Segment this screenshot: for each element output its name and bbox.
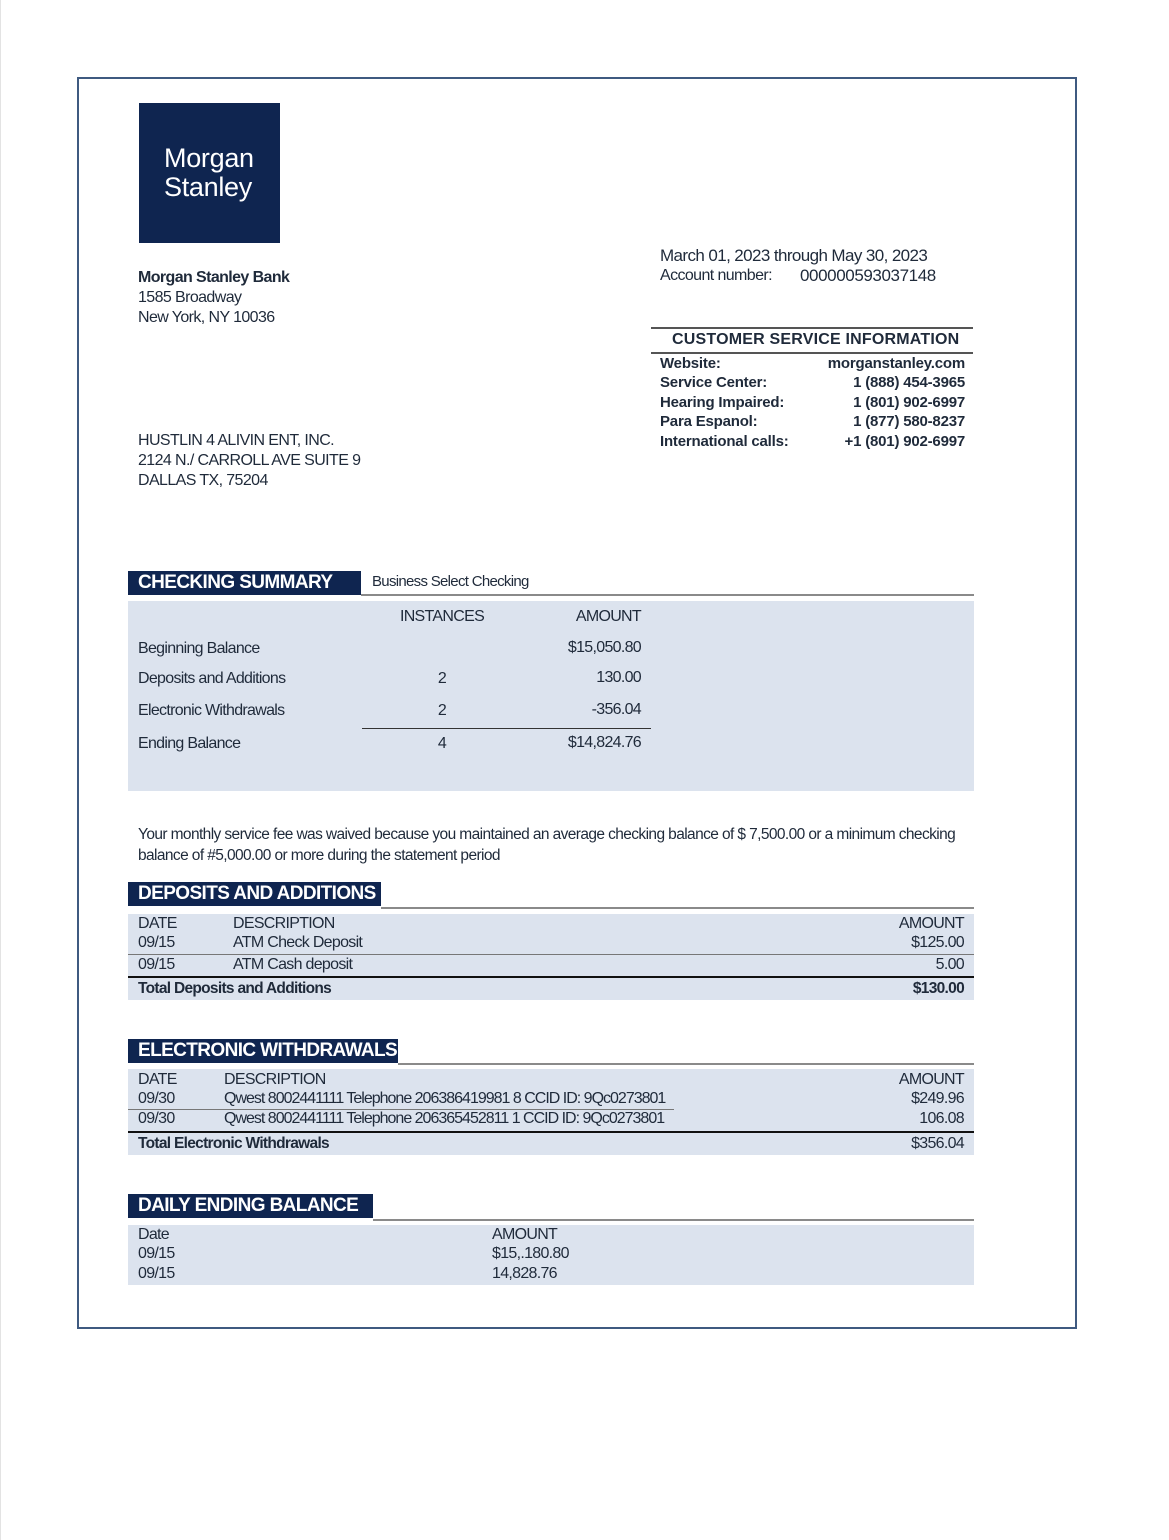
deposit-row-2-date: 09/15 xyxy=(138,956,175,973)
customer-service-row-hearing-impaired xyxy=(660,394,965,414)
summary-amount-deposits: 130.00 xyxy=(596,669,641,686)
customer-service-row-website xyxy=(660,355,965,375)
withdrawal-row-1-date: 09/30 xyxy=(138,1090,175,1107)
col-header-instances: INSTANCES xyxy=(399,608,485,625)
checking-product-name: Business Select Checking xyxy=(372,573,529,590)
daily-col-date: Date xyxy=(138,1226,169,1243)
deposit-row-1-date: 09/15 xyxy=(138,934,175,951)
withdrawals-col-description: DESCRIPTION xyxy=(224,1071,326,1088)
customer-address xyxy=(138,431,360,491)
deposits-total-amount: $130.00 xyxy=(912,980,964,997)
daily-balance-rule xyxy=(373,1219,974,1221)
logo-text-line1: Morgan xyxy=(164,143,254,173)
checking-summary-panel xyxy=(128,601,974,791)
bank-address xyxy=(138,268,289,328)
deposits-total-rule xyxy=(128,976,974,978)
daily-row-1-date: 09/15 xyxy=(138,1245,175,1262)
withdrawals-total-amount: $356.04 xyxy=(911,1135,964,1152)
daily-balance-header: DAILY ENDING BALANCE xyxy=(128,1194,373,1218)
customer-service-top-rule xyxy=(651,327,973,329)
summary-total-rule xyxy=(362,728,651,729)
deposit-row-2-description: ATM Cash deposit xyxy=(233,956,353,973)
cs-label: Para Espanol: xyxy=(660,413,758,430)
deposits-header: DEPOSITS AND ADDITIONS xyxy=(128,882,381,906)
customer-service-title: CUSTOMER SERVICE INFORMATION xyxy=(672,331,960,348)
bank-name: Morgan Stanley Bank xyxy=(138,269,290,286)
deposits-rule xyxy=(381,907,974,909)
withdrawal-row-2-date: 09/30 xyxy=(138,1110,175,1127)
customer-service-row-service-center xyxy=(660,374,965,394)
page-edge xyxy=(0,0,1,1540)
summary-label-ending: Ending Balance xyxy=(138,735,241,752)
summary-instances-deposits: 2 xyxy=(437,670,447,687)
summary-instances-ending: 4 xyxy=(437,735,447,752)
bank-city: New York, NY 10036 xyxy=(138,309,275,326)
cs-label: Service Center: xyxy=(660,374,768,391)
summary-amount-ending: $14,824.76 xyxy=(567,734,641,751)
customer-service-row-para-espanol xyxy=(660,413,965,433)
deposits-row-divider xyxy=(128,954,974,955)
withdrawal-row-2-amount: 106.08 xyxy=(919,1110,964,1127)
withdrawals-col-amount: AMOUNT xyxy=(898,1071,964,1088)
logo-text-line2: Stanley xyxy=(164,172,252,202)
cs-value: 1 (801) 902-6997 xyxy=(853,394,965,411)
customer-service-row-international xyxy=(660,433,965,453)
summary-amount-withdrawals: -356.04 xyxy=(591,701,641,718)
daily-row-1-amount: $15,.180.80 xyxy=(492,1245,569,1262)
deposits-col-description: DESCRIPTION xyxy=(233,915,335,932)
withdrawal-row-1-description: Qwest 8002441111 Telephone 206386419981 8 CCID ID: 9Qc0273801 xyxy=(224,1090,666,1107)
summary-amount-beginning: $15,050.80 xyxy=(567,639,641,656)
account-number-label: Account number: xyxy=(660,267,772,284)
account-number-value: 000000593037148 xyxy=(800,266,936,285)
cs-value: 1 (877) 580-8237 xyxy=(853,413,965,430)
deposits-col-amount: AMOUNT xyxy=(898,915,964,932)
customer-street: 2124 N./ CARROLL AVE SUITE 9 xyxy=(138,452,361,469)
summary-label-deposits: Deposits and Additions xyxy=(138,670,286,687)
cs-value: +1 (801) 902-6997 xyxy=(844,433,965,450)
deposits-total-label: Total Deposits and Additions xyxy=(138,980,332,997)
service-fee-note: Your monthly service fee was waived because you maintained an average checking balance of $ 7,500.00 or a minimum checking balance of #5,000.00 or more during the statement period xyxy=(138,826,956,864)
withdrawals-col-date: DATE xyxy=(138,1071,177,1088)
withdrawals-rule xyxy=(398,1063,974,1065)
deposit-row-1-amount: $125.00 xyxy=(911,934,964,951)
withdrawal-row-1-amount: $249.96 xyxy=(911,1090,964,1107)
summary-instances-withdrawals: 2 xyxy=(437,702,447,719)
customer-city: DALLAS TX, 75204 xyxy=(138,472,268,489)
morgan-stanley-logo xyxy=(139,103,280,243)
cs-label: Hearing Impaired: xyxy=(660,394,785,411)
bank-street: 1585 Broadway xyxy=(138,289,242,306)
statement-period: March 01, 2023 through May 30, 2023 xyxy=(660,246,928,265)
deposit-row-2-amount: 5.00 xyxy=(935,956,964,973)
deposit-row-1-description: ATM Check Deposit xyxy=(233,934,363,951)
cs-label: Website: xyxy=(660,355,721,372)
checking-summary-rule xyxy=(361,594,974,596)
daily-row-2-amount: 14,828.76 xyxy=(492,1265,557,1282)
col-header-amount: AMOUNT xyxy=(575,608,641,625)
summary-label-beginning: Beginning Balance xyxy=(138,640,260,657)
withdrawals-total-label: Total Electronic Withdrawals xyxy=(138,1135,329,1152)
withdrawals-total-rule xyxy=(128,1131,974,1133)
summary-label-withdrawals: Electronic Withdrawals xyxy=(138,702,285,719)
cs-label: International calls: xyxy=(660,433,789,450)
cs-value: morganstanley.com xyxy=(827,355,965,372)
withdrawal-row-2-description: Qwest 8002441111 Telephone 206365452811 1 CCID ID: 9Qc0273801 xyxy=(224,1110,665,1127)
customer-service-bottom-rule xyxy=(651,352,973,354)
checking-summary-header: CHECKING SUMMARY xyxy=(128,571,361,595)
daily-col-amount: AMOUNT xyxy=(492,1226,558,1243)
cs-value: 1 (888) 454-3965 xyxy=(853,374,965,391)
withdrawals-header: ELECTRONIC WITHDRAWALS xyxy=(128,1039,398,1063)
deposits-col-date: DATE xyxy=(138,915,177,932)
customer-name: HUSTLIN 4 ALIVIN ENT, INC. xyxy=(138,432,335,449)
daily-row-2-date: 09/15 xyxy=(138,1265,175,1282)
